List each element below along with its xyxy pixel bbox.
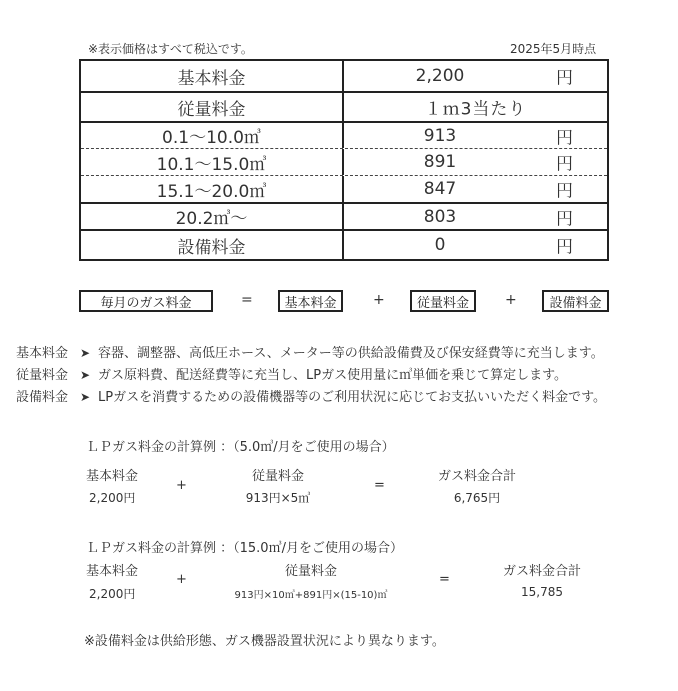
price-value: 2,200	[415, 66, 465, 86]
row-value	[344, 176, 607, 202]
plus-sign: +	[505, 292, 517, 308]
row-value	[344, 123, 607, 148]
example-title: ＬＰガス料金の計算例 ：（5.0㎥/月をご使用の場合）	[86, 440, 395, 455]
description-equipment	[16, 386, 606, 405]
equals-sign: =	[241, 292, 253, 308]
arrow-icon: ➤	[80, 346, 91, 360]
description-text: 容器、調整器、高低圧ホース、メーター等の供給設備費及び保安経費等に充当します。	[98, 346, 604, 361]
example-base-label: 基本料金	[86, 469, 139, 484]
row-value	[344, 149, 607, 175]
description-base	[16, 342, 604, 361]
per-unit-note: １ｍ3当たり	[424, 99, 527, 120]
example-base-value: 2,200円	[89, 587, 136, 601]
price-unit: 円	[556, 237, 573, 258]
tax-note: ※表示価格はすべて税込です。	[88, 42, 253, 56]
description-usage	[16, 364, 567, 383]
example-title: ＬＰガス料金の計算例 ：（15.0㎥/月をご使用の場合）	[86, 541, 403, 556]
price-value: 803	[423, 206, 457, 227]
example-usage-value: 913円×10㎥+891円×(15-10)㎥	[234, 590, 388, 601]
row-label: 設備料金	[81, 231, 344, 259]
row-value	[344, 204, 607, 229]
example-total-label: ガス料金合計	[437, 469, 517, 484]
tier-range: 10.1〜15.0㎥	[81, 149, 344, 175]
row-value	[344, 61, 607, 91]
example-total-value: 6,765円	[453, 491, 501, 505]
base-fee-box: 基本料金	[278, 290, 343, 312]
as-of-date: 2025年5月時点	[510, 42, 597, 56]
equipment-fee-box: 設備料金	[542, 290, 609, 312]
price-value: 913	[423, 125, 457, 146]
description-text: LPガスを消費するための設備機器等のご利用状況に応じてお支払いいただく料金です。	[98, 390, 607, 405]
price-value: 891	[423, 152, 457, 172]
table-row-tier	[81, 175, 607, 202]
price-unit: 円	[556, 128, 573, 148]
description-term: 設備料金	[16, 390, 69, 405]
tier-range: 20.2㎥〜	[81, 204, 344, 229]
description-term: 基本料金	[16, 346, 69, 361]
table-row-tier	[81, 148, 607, 175]
description-term: 従量料金	[16, 368, 69, 383]
arrow-icon: ➤	[80, 390, 91, 404]
tier-range: 15.1〜20.0㎥	[81, 176, 344, 202]
description-text: ガス原料費、配送経費等に充当し、LPガス使用量に㎥単価を乗じて算定します。	[98, 368, 568, 383]
arrow-icon: ➤	[80, 368, 91, 382]
example-base-value: 2,200円	[89, 491, 136, 505]
example-base-label: 基本料金	[86, 564, 139, 579]
plus-sign: +	[373, 292, 385, 308]
example-usage-label: 従量料金	[251, 469, 305, 484]
price-value: 0	[434, 235, 446, 255]
monthly-fee-box: 毎月のガス料金	[79, 290, 213, 312]
price-table	[79, 59, 609, 261]
table-row-base	[81, 61, 607, 91]
table-row-tier	[81, 121, 607, 148]
price-unit: 円	[556, 154, 573, 175]
price-unit: 円	[556, 181, 573, 202]
footer-note: ※設備料金は供給形態、ガス機器設置状況により異なります。	[84, 634, 445, 649]
example-usage-value: 913円×5㎥	[245, 491, 311, 505]
table-row-tier	[81, 202, 607, 229]
row-value	[344, 231, 607, 259]
equals-sign: =	[374, 478, 385, 493]
usage-fee-box: 従量料金	[410, 290, 476, 312]
table-row-equipment	[81, 229, 607, 259]
example-total-value: 15,785	[521, 585, 563, 599]
row-value	[344, 93, 607, 121]
row-label: 従量料金	[81, 93, 344, 121]
example-total-label: ガス料金合計	[502, 564, 582, 579]
equals-sign: =	[439, 572, 450, 587]
plus-sign: +	[176, 478, 187, 493]
tier-range: 0.1〜10.0㎥	[81, 123, 344, 148]
plus-sign: +	[176, 572, 187, 587]
price-value: 847	[423, 179, 457, 199]
table-row-usage-header	[81, 91, 607, 121]
row-label: 基本料金	[81, 61, 344, 91]
price-unit: 円	[556, 68, 573, 89]
example-usage-label: 従量料金	[284, 564, 338, 579]
price-unit: 円	[556, 209, 573, 229]
